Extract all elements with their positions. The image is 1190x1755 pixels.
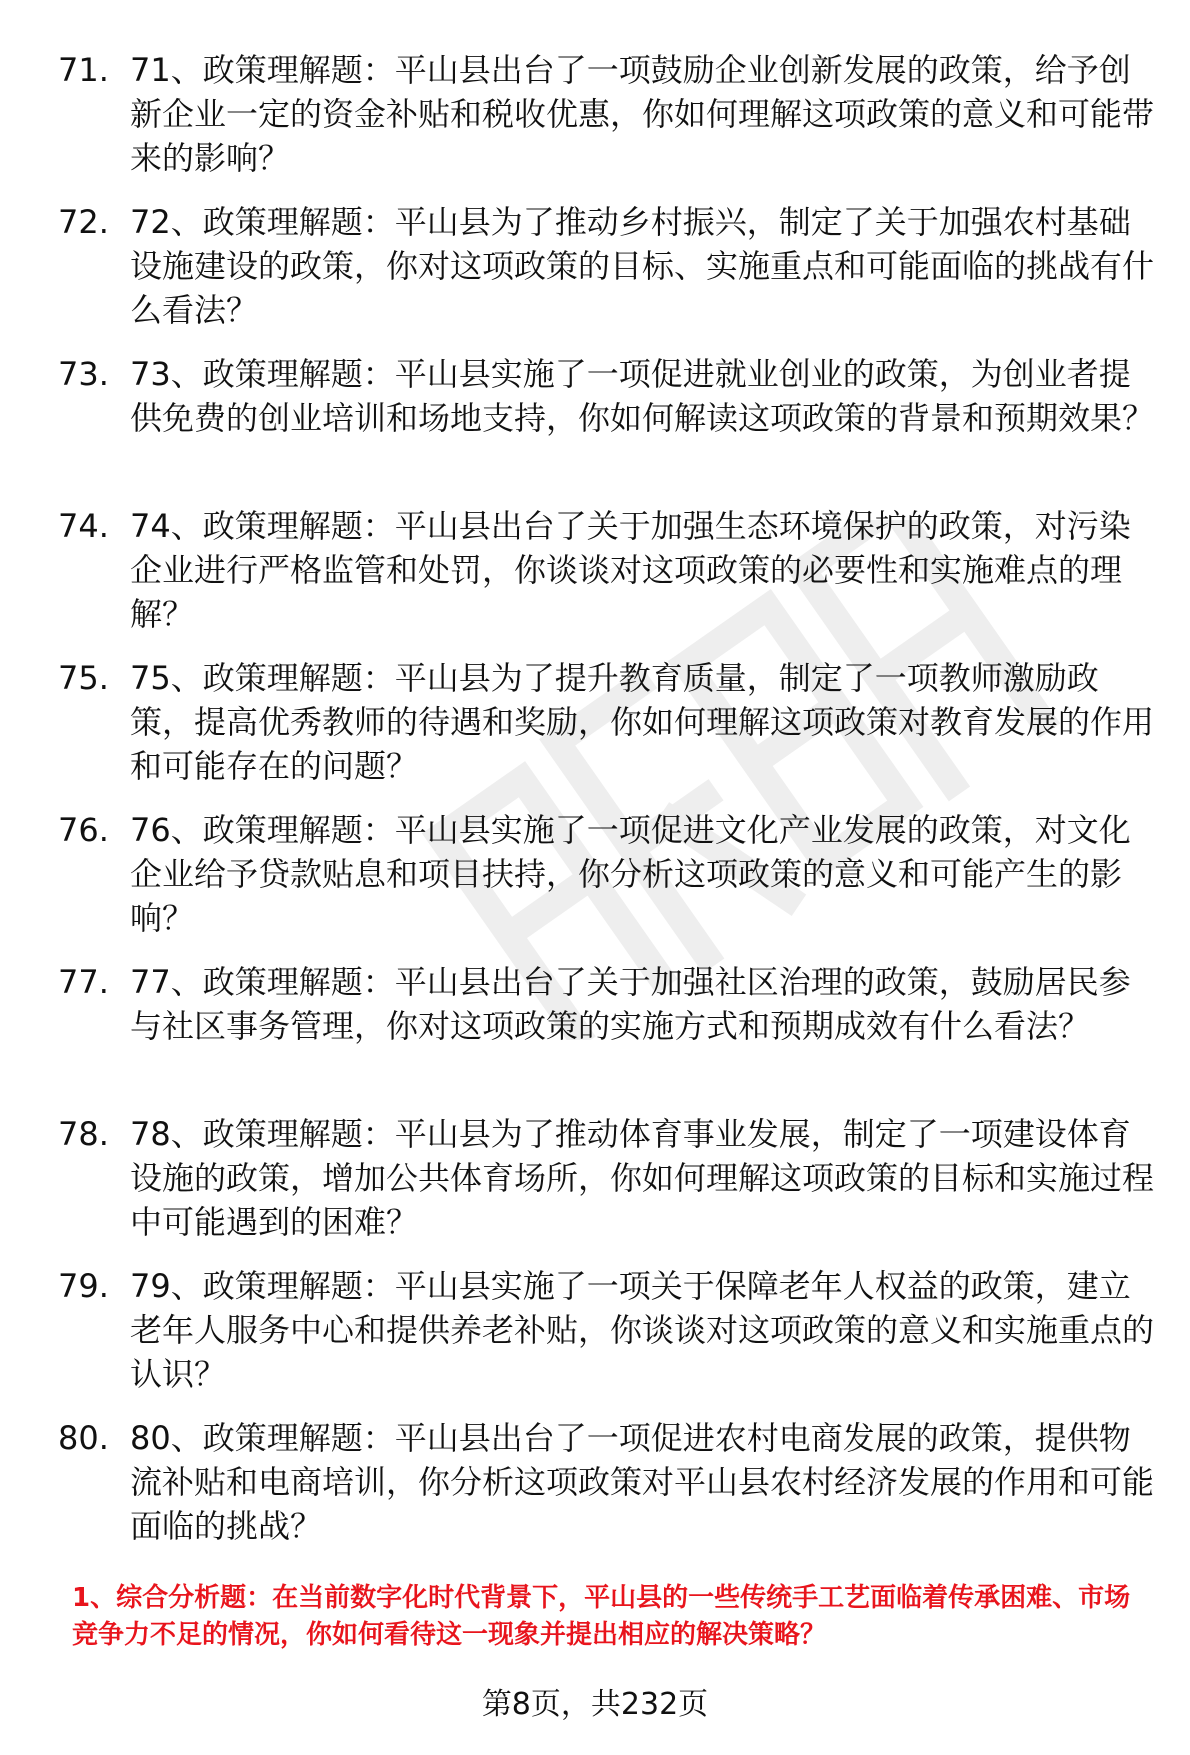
question-item	[0, 48, 1190, 200]
question-item	[0, 504, 1190, 656]
question-item	[0, 808, 1190, 960]
question-number: 76.	[58, 811, 109, 849]
question-text: 74、政策理解题：平山县出台了关于加强生态环境保护的政策，对污染企业进行严格监管和处罚，你谈谈对这项政策的必要性和实施难点的理解？	[130, 507, 1131, 633]
question-number: 80.	[58, 1419, 109, 1457]
question-number: 72.	[58, 203, 109, 241]
page-number-footer: 第8页，共232页	[481, 1687, 709, 1722]
question-text: 76、政策理解题：平山县实施了一项促进文化产业发展的政策，对文化企业给予贷款贴息和项目扶持，你分析这项政策的意义和可能产生的影响？	[130, 811, 1131, 937]
question-item	[0, 960, 1190, 1112]
question-list	[0, 48, 1190, 1568]
question-item	[0, 1112, 1190, 1264]
question-item	[0, 1416, 1190, 1568]
question-item	[0, 656, 1190, 808]
question-item	[0, 352, 1190, 504]
question-number: 75.	[58, 659, 109, 697]
question-text: 77、政策理解题：平山县出台了关于加强社区治理的政策，鼓励居民参与社区事务管理，你对这项政策的实施方式和预期成效有什么看法？	[130, 963, 1131, 1045]
question-text: 75、政策理解题：平山县为了提升教育质量，制定了一项教师激励政策，提高优秀教师的待遇和奖励，你如何理解这项政策对教育发展的作用和可能存在的问题？	[130, 659, 1155, 785]
question-text: 78、政策理解题：平山县为了推动体育事业发展，制定了一项建设体育设施的政策，增加公共体育场所，你如何理解这项政策的目标和实施过程中可能遇到的困难？	[130, 1115, 1155, 1241]
question-number: 73.	[58, 355, 109, 393]
question-number: 79.	[58, 1267, 109, 1305]
question-number: 74.	[58, 507, 109, 545]
question-text: 79、政策理解题：平山县实施了一项关于保障老年人权益的政策，建立老年人服务中心和提供养老补贴，你谈谈对这项政策的意义和实施重点的认识？	[130, 1267, 1155, 1393]
highlighted-question: 1、综合分析题：在当前数字化时代背景下，平山县的一些传统手工艺面临着传承困难、市场竞争力不足的情况，你如何看待这一现象并提出相应的解决策略？	[72, 1583, 1131, 1650]
question-text: 73、政策理解题：平山县实施了一项促进就业创业的政策，为创业者提供免费的创业培训和场地支持，你如何解读这项政策的背景和预期效果？	[130, 355, 1155, 437]
question-item	[0, 1264, 1190, 1416]
question-number: 71.	[58, 51, 109, 89]
question-text: 72、政策理解题：平山县为了推动乡村振兴，制定了关于加强农村基础设施建设的政策，你对这项政策的目标、实施重点和可能面临的挑战有什么看法？	[130, 203, 1155, 329]
question-number: 78.	[58, 1115, 109, 1153]
question-text: 80、政策理解题：平山县出台了一项促进农村电商发展的政策，提供物流补贴和电商培训，你分析这项政策对平山县农村经济发展的作用和可能面临的挑战？	[130, 1419, 1155, 1545]
question-text: 71、政策理解题：平山县出台了一项鼓励企业创新发展的政策，给予创新企业一定的资金补贴和税收优惠，你如何理解这项政策的意义和可能带来的影响？	[130, 51, 1155, 177]
question-item	[0, 200, 1190, 352]
question-number: 77.	[58, 963, 109, 1001]
